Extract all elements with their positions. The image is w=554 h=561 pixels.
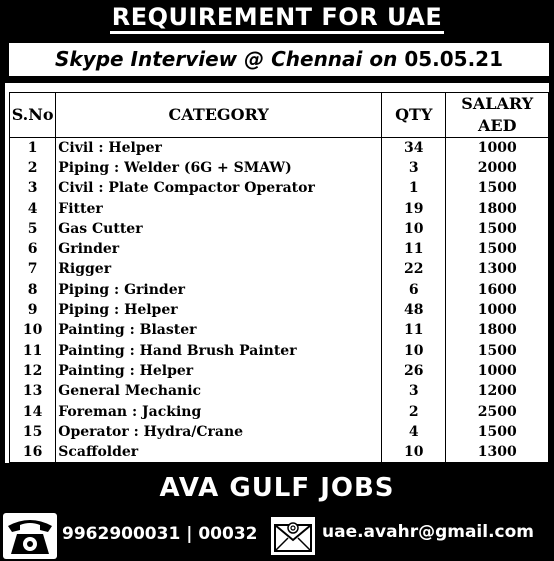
table-row [10,178,549,198]
cell-salary: 1500 [446,219,549,239]
cell-salary: 1500 [446,178,549,198]
cell-sno: 3 [10,178,56,198]
cell-salary: 1300 [446,442,549,462]
table-row [10,381,549,401]
cell-category: Operator : Hydra/Crane [56,422,382,442]
brand-banner [0,470,554,506]
cell-salary: 1600 [446,280,549,300]
requirements-table-panel [4,82,550,464]
contact-bar [0,508,554,561]
cell-sno: 1 [10,138,56,158]
table-row [10,239,549,259]
cell-qty: 19 [382,198,446,218]
telephone-icon [2,512,58,560]
cell-salary: 1000 [446,361,549,381]
table-row [10,340,549,360]
table-row [10,138,549,158]
title-bar [0,0,554,40]
cell-qty: 34 [382,138,446,158]
envelope-icon [270,516,316,556]
cell-sno: 5 [10,219,56,239]
table-row [10,320,549,340]
interview-date: 05.05.21 [404,47,504,71]
interview-text: Skype Interview @ Chennai on [54,47,398,71]
cell-category: Rigger [56,259,382,279]
cell-salary: 1300 [446,259,549,279]
cell-salary: 1800 [446,198,549,218]
cell-qty: 48 [382,300,446,320]
page-title: REQUIREMENT FOR UAE [110,4,445,34]
cell-sno: 14 [10,401,56,421]
cell-qty: 2 [382,401,446,421]
cell-sno: 6 [10,239,56,259]
table-row [10,219,549,239]
table-row [10,361,549,381]
cell-category: Gas Cutter [56,219,382,239]
cell-sno: 8 [10,280,56,300]
cell-qty: 3 [382,381,446,401]
cell-qty: 6 [382,280,446,300]
table-row [10,401,549,421]
cell-qty: 10 [382,219,446,239]
cell-category: Scaffolder [56,442,382,462]
cell-category: Painting : Helper [56,361,382,381]
table-body [10,138,549,463]
column-header-category: CATEGORY [56,93,382,138]
column-header-sno: S.No [10,93,56,138]
interview-info [55,47,503,71]
cell-category: General Mechanic [56,381,382,401]
cell-salary: 1500 [446,422,549,442]
cell-category: Painting : Hand Brush Painter [56,340,382,360]
table-row [10,259,549,279]
salary-header-line2: AED [477,116,517,135]
cell-qty: 11 [382,239,446,259]
email-address: uae.avahr@gmail.com [322,522,535,542]
table-row [10,158,549,178]
interview-banner [8,42,550,77]
cell-category: Foreman : Jacking [56,401,382,421]
cell-salary: 2000 [446,158,549,178]
cell-category: Piping : Welder (6G + SMAW) [56,158,382,178]
cell-sno: 4 [10,198,56,218]
salary-header-line1: SALARY [461,94,534,113]
phone-numbers: 9962900031 | 00032 [62,524,258,544]
cell-sno: 10 [10,320,56,340]
column-header-salary [446,93,549,138]
cell-sno: 13 [10,381,56,401]
cell-sno: 9 [10,300,56,320]
column-header-qty: QTY [382,93,446,138]
brand-name: AVA GULF JOBS [159,473,395,503]
cell-salary: 1200 [446,381,549,401]
cell-qty: 3 [382,158,446,178]
cell-sno: 12 [10,361,56,381]
cell-qty: 10 [382,340,446,360]
cell-qty: 1 [382,178,446,198]
table-row [10,300,549,320]
cell-sno: 16 [10,442,56,462]
cell-category: Fitter [56,198,382,218]
cell-salary: 1500 [446,340,549,360]
cell-category: Grinder [56,239,382,259]
cell-qty: 4 [382,422,446,442]
cell-salary: 1500 [446,239,549,259]
cell-sno: 11 [10,340,56,360]
cell-category: Painting : Blaster [56,320,382,340]
cell-category: Civil : Helper [56,138,382,158]
requirements-table [9,92,549,463]
cell-qty: 10 [382,442,446,462]
cell-sno: 7 [10,259,56,279]
table-row [10,442,549,462]
cell-salary: 1000 [446,138,549,158]
cell-qty: 26 [382,361,446,381]
cell-category: Piping : Helper [56,300,382,320]
cell-sno: 2 [10,158,56,178]
table-header-row [10,93,549,138]
table-row [10,198,549,218]
table-row [10,280,549,300]
cell-salary: 1800 [446,320,549,340]
cell-qty: 11 [382,320,446,340]
table-row [10,422,549,442]
cell-category: Piping : Grinder [56,280,382,300]
cell-sno: 15 [10,422,56,442]
cell-qty: 22 [382,259,446,279]
cell-salary: 2500 [446,401,549,421]
cell-salary: 1000 [446,300,549,320]
cell-category: Civil : Plate Compactor Operator [56,178,382,198]
